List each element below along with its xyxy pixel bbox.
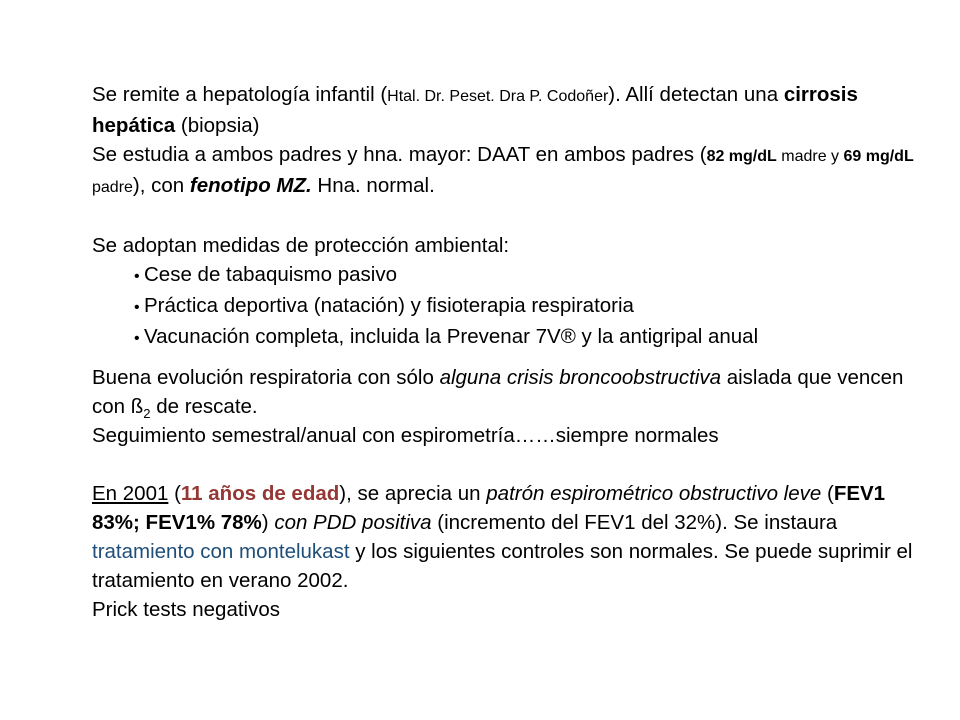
- bullet-icon: •: [134, 330, 140, 347]
- list-item: • Vacunación completa, incluida la Prevenar 7V® y la antigripal anual: [134, 322, 922, 353]
- cirrosis-text: cirrosis hepática: [92, 83, 858, 137]
- bullet-icon: •: [134, 299, 140, 316]
- year-text: En 2001: [92, 482, 169, 505]
- paragraph-referral: Se remite a hepatología infantil (Htal. Dr. Peset. Dra P. Codoñer). Allí detectan una cirrosis hepática (biopsia): [92, 83, 858, 137]
- spacer: [92, 353, 922, 363]
- bullet-icon: •: [134, 268, 140, 285]
- paragraph-prick-tests: Prick tests negativos: [92, 598, 280, 621]
- spacer: [92, 202, 922, 231]
- measures-list: [92, 260, 922, 353]
- paragraph-measures-intro: Se adoptan medidas de protección ambiental:: [92, 234, 510, 257]
- paragraph-followup: Seguimiento semestral/anual con espirometría……siempre normales: [92, 424, 719, 447]
- father-daat-value: 69 mg/dL: [843, 148, 914, 165]
- crisis-text: alguna crisis broncoobstructiva: [439, 366, 722, 389]
- beta-subscript: 2: [143, 406, 151, 422]
- age-text: 11 años de edad: [180, 482, 340, 505]
- spacer: [92, 450, 922, 479]
- pattern-text: patrón espirométrico obstructivo leve: [486, 482, 822, 505]
- paragraph-parents-study: Se estudia a ambos padres y hna. mayor: DAAT en ambos padres (82 mg/dL madre y 69 mg/dL padre), con fenotipo MZ. Hna. normal.: [92, 143, 914, 197]
- pdd-text: con PDD positiva: [274, 511, 432, 534]
- phenotype-text: fenotipo MZ.: [189, 174, 312, 197]
- treatment-text: tratamiento con montelukast: [92, 540, 350, 563]
- fev-values: FEV1 83%; FEV1% 78%: [92, 482, 886, 534]
- mother-daat-value: 82 mg/dL: [706, 148, 777, 165]
- list-item: • Práctica deportiva (natación) y fisioterapia respiratoria: [134, 291, 922, 322]
- paragraph-evolution: Buena evolución respiratoria con sólo alguna crisis broncoobstructiva aislada que vencen con $ß_2$ de rescate.: [92, 366, 904, 422]
- hospital-name: Htal. Dr. Peset. Dra P. Codoñer: [387, 88, 609, 105]
- list-item: • Cese de tabaquismo pasivo: [134, 260, 922, 291]
- slide-content: [92, 80, 922, 624]
- paragraph-2001: En 2001 (11 años de edad), se aprecia un patrón espirométrico obstructivo leve (FEV1 83%; FEV1% 78%) con PDD positiva (incremento del FEV1 del 32%). Se instaura tratamiento con montelukast y los siguientes controles son normales. Se puede suprimir el tratamiento en verano 2002.: [92, 482, 913, 592]
